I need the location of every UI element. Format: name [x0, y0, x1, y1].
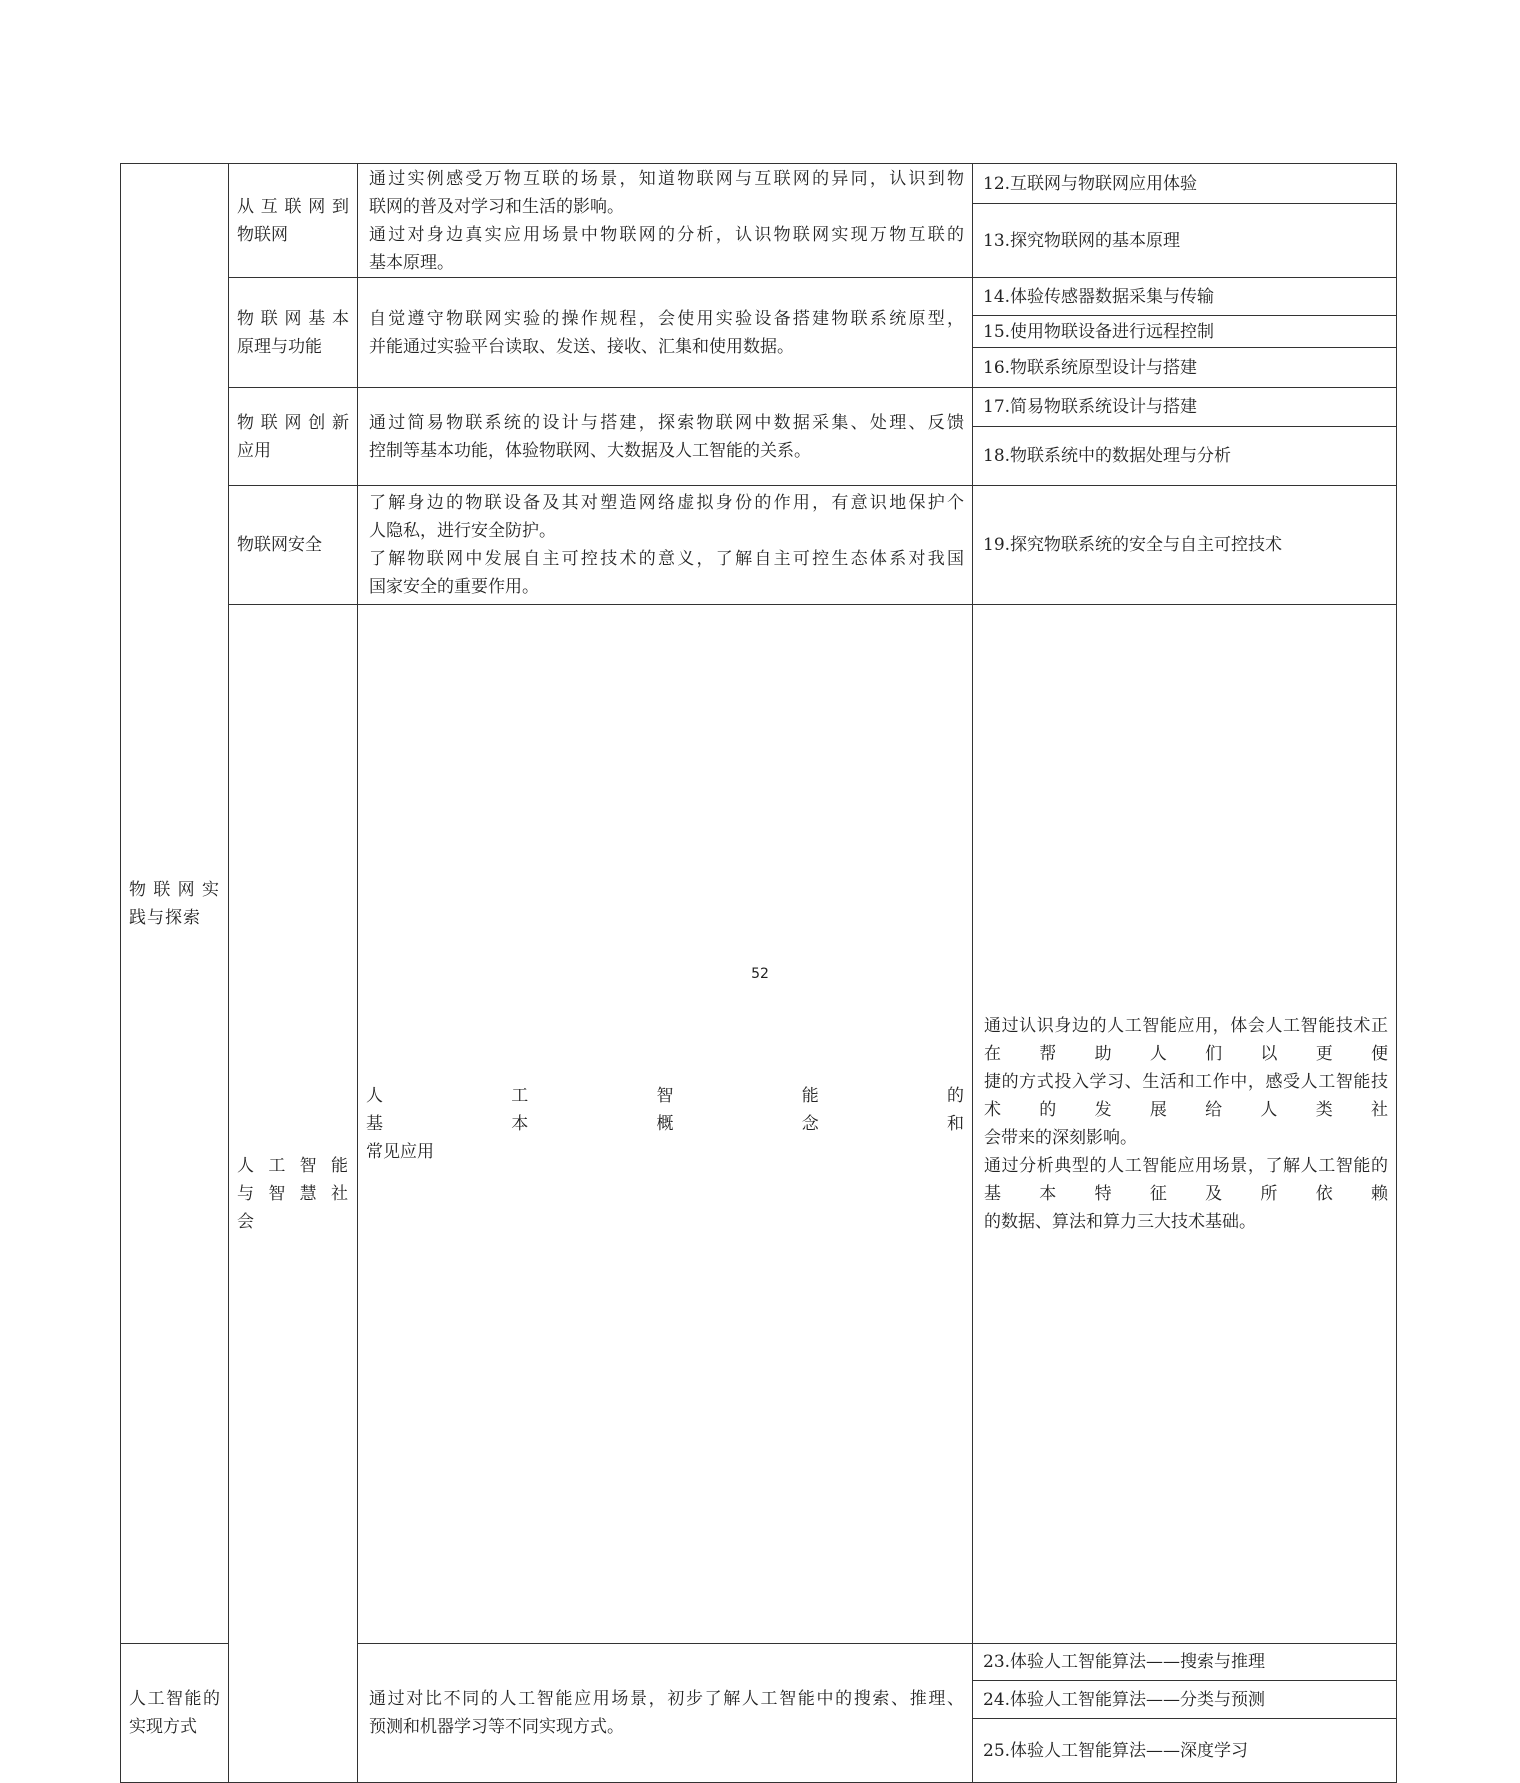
- topic-line: 实现方式: [129, 1717, 197, 1737]
- topic-line: 人工智能的: [366, 1086, 964, 1106]
- description-cell: [358, 164, 973, 278]
- module-line: 与智慧社: [237, 1183, 349, 1204]
- description-line: 通过简易物联系统的设计与搭建，探索物联网中数据采集、处理、反馈: [369, 412, 964, 433]
- page-number: 52: [751, 966, 769, 982]
- description-line: 捷的方式投入学习、生活和工作中，感受人工智能技术的发展给人类社: [984, 1072, 1388, 1120]
- description-line: 了解身边的物联设备及其对塑造网络虚拟身份的作用，有意识地保护个: [369, 493, 964, 513]
- description-cell: [358, 486, 973, 605]
- activity-cell: 24.体验人工智能算法——分类与预测: [973, 1681, 1397, 1719]
- description-line: 通过实例感受万物互联的场景，知道物联网与互联网的异同，认识到物: [369, 168, 964, 189]
- activity-cell: 12.互联网与物联网应用体验: [973, 164, 1397, 204]
- topic-cell: [229, 388, 358, 486]
- topic-line: 物联网安全: [237, 535, 322, 555]
- topic-cell: [358, 605, 973, 1644]
- topic-line: 基本概念和: [366, 1114, 964, 1134]
- topic-cell: [229, 164, 358, 278]
- topic-line: 物联网基本: [237, 308, 349, 329]
- activity-cell: 18.物联系统中的数据处理与分析: [973, 427, 1397, 486]
- description-line: 自觉遵守物联网实验的操作规程，会使用实验设备搭建物联系统原型，: [369, 308, 964, 329]
- module-cell: [121, 164, 229, 1644]
- activity-cell: 16.物联系统原型设计与搭建: [973, 348, 1397, 388]
- topic-line: 原理与功能: [237, 336, 322, 357]
- description-line: 国家安全的重要作用。: [369, 577, 539, 597]
- description-cell: [973, 605, 1397, 1644]
- activity-cell: 25.体验人工智能算法——深度学习: [973, 1719, 1397, 1783]
- topic-line: 物联网创新: [237, 412, 349, 433]
- description-line: 了解物联网中发展自主可控技术的意义，了解自主可控生态体系对我国: [369, 549, 964, 569]
- description-line: 的数据、算法和算力三大技术基础。: [984, 1212, 1256, 1232]
- description-line: 人隐私，进行安全防护。: [369, 521, 556, 541]
- topic-cell: [229, 486, 358, 605]
- description-line: 通过认识身边的人工智能应用，体会人工智能技术正在帮助人们以更便: [984, 1016, 1388, 1064]
- topic-line: 人工智能的: [129, 1689, 220, 1709]
- description-line: 通过对身边真实应用场景中物联网的分析，认识物联网实现万物互联的: [369, 224, 964, 245]
- topic-line: 应用: [237, 440, 271, 461]
- topic-line: 从互联网到: [237, 196, 349, 217]
- module-cell: [229, 605, 358, 1783]
- description-line: 联网的普及对学习和生活的影响。: [369, 196, 624, 217]
- description-line: 通过分析典型的人工智能应用场景，了解人工智能的基本特征及所依赖: [984, 1156, 1388, 1204]
- activity-cell: 17.简易物联系统设计与搭建: [973, 388, 1397, 427]
- description-line: 控制等基本功能，体验物联网、大数据及人工智能的关系。: [369, 440, 811, 461]
- description-line: 预测和机器学习等不同实现方式。: [369, 1717, 624, 1737]
- module-line: 会: [237, 1211, 255, 1232]
- description-line: 并能通过实验平台读取、发送、接收、汇集和使用数据。: [369, 336, 794, 357]
- topic-cell: [229, 278, 358, 388]
- activity-cell: 15.使用物联设备进行远程控制: [973, 316, 1397, 348]
- topic-line: 常见应用: [366, 1142, 434, 1162]
- activity-cell: 13.探究物联网的基本原理: [973, 204, 1397, 278]
- description-line: 会带来的深刻影响。: [984, 1128, 1137, 1148]
- description-cell: [358, 1644, 973, 1783]
- description-line: 基本原理。: [369, 252, 454, 273]
- activity-cell: 23.体验人工智能算法——搜索与推理: [973, 1644, 1397, 1681]
- description-cell: [358, 278, 973, 388]
- activity-cell: 19.探究物联系统的安全与自主可控技术: [973, 486, 1397, 605]
- module-line: 践与探索: [129, 907, 201, 928]
- topic-cell: [121, 1644, 229, 1783]
- module-line: 人工智能: [237, 1155, 349, 1176]
- activity-cell: 14.体验传感器数据采集与传输: [973, 278, 1397, 316]
- topic-line: 物联网: [237, 224, 288, 245]
- description-cell: [358, 388, 973, 486]
- module-line: 物联网实: [129, 879, 220, 900]
- description-line: 通过对比不同的人工智能应用场景，初步了解人工智能中的搜索、推理、: [369, 1689, 964, 1709]
